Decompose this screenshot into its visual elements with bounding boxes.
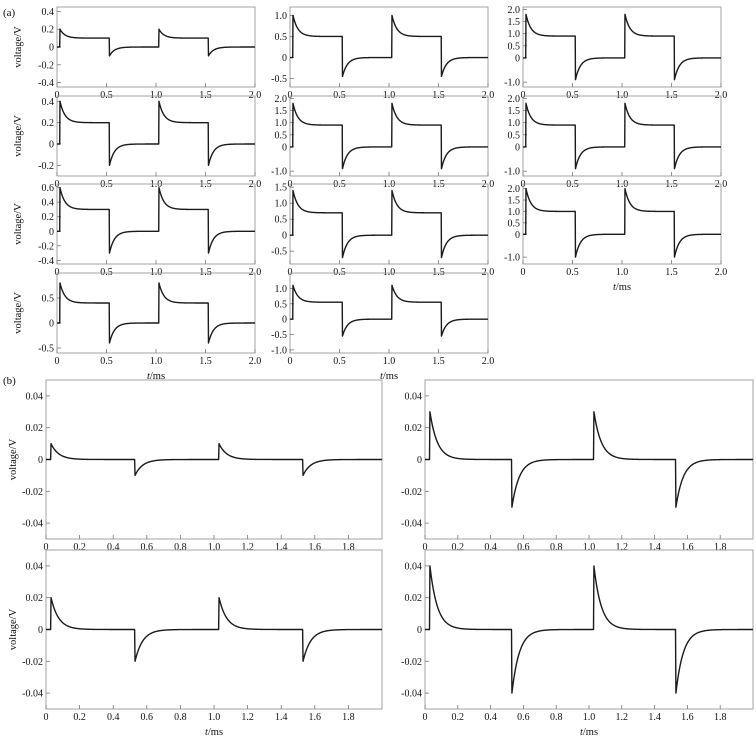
subplot-b4	[401, 550, 753, 738]
subplot-a3	[504, 5, 727, 101]
x-tick-label: 1.0	[382, 179, 396, 190]
x-tick-label: 0.8	[549, 712, 563, 723]
x-tick-label: 0.6	[517, 712, 530, 723]
x-tick-label: 0.2	[451, 542, 465, 553]
x-axis-label: t/ms	[204, 727, 224, 738]
y-tick-label: -0.4	[38, 255, 54, 267]
voltage-trace	[290, 103, 488, 168]
x-tick-label: 1.4	[648, 542, 661, 553]
voltage-trace	[57, 101, 255, 165]
y-tick-label: 0	[49, 42, 54, 54]
y-tick-label: -0.04	[22, 688, 43, 700]
y-tick-label: 1.0	[274, 10, 287, 22]
y-tick-label: 0	[38, 455, 43, 466]
subplot-b1	[8, 380, 382, 553]
y-tick-label: 0	[417, 625, 422, 636]
voltage-trace	[46, 598, 382, 662]
x-tick-label: 0	[520, 267, 526, 278]
y-tick-label: 0	[282, 314, 287, 326]
voltage-trace	[523, 14, 721, 79]
y-tick-label: 0.04	[25, 561, 43, 573]
x-tick-label: 0.2	[73, 712, 86, 723]
y-axis-label: voltage/V	[13, 26, 24, 68]
y-tick-label: -0.2	[38, 160, 54, 172]
voltage-trace	[57, 283, 255, 343]
voltage-trace	[290, 190, 488, 257]
x-tick-label: 0.5	[100, 356, 113, 367]
plot-frame	[523, 184, 721, 264]
y-tick-label: 2.0	[507, 4, 520, 16]
x-tick-label: 0.4	[484, 542, 497, 553]
y-tick-label: 2.0	[507, 93, 520, 105]
x-tick-label: 0.6	[517, 542, 530, 553]
x-tick-label: 1.8	[342, 542, 355, 553]
x-tick-label: 1.5	[432, 90, 445, 101]
x-tick-label: 1.0	[382, 356, 396, 367]
x-tick-label: 2.0	[481, 90, 495, 101]
y-tick-label: -1.0	[271, 345, 287, 357]
x-tick-label: 0	[43, 712, 49, 723]
x-tick-label: 1.6	[681, 712, 694, 723]
x-tick-label: 1.5	[665, 179, 678, 190]
x-tick-label: 0.6	[140, 712, 154, 723]
y-axis-label: voltage/V	[13, 115, 24, 157]
y-tick-label: 1.0	[507, 206, 520, 218]
x-tick-label: 1.5	[199, 267, 212, 278]
x-tick-label: 2.0	[714, 267, 728, 278]
x-tick-label: 0.8	[549, 542, 563, 553]
plot-frame	[523, 7, 721, 87]
x-tick-label: 0.2	[451, 712, 465, 723]
panel-a-label: (a)	[3, 7, 16, 19]
panel-b-label: (b)	[3, 375, 16, 387]
plot-frame	[290, 7, 488, 87]
subplot-a8	[271, 183, 494, 278]
x-tick-label: 1.6	[308, 542, 322, 553]
y-tick-label: 0.5	[41, 293, 54, 305]
plot-frame	[57, 96, 255, 176]
y-tick-label: 0.5	[274, 214, 287, 226]
y-axis-label: voltage/V	[13, 292, 24, 334]
y-tick-label: -0.2	[38, 241, 54, 253]
subplot-a5	[271, 94, 494, 190]
x-tick-label: 1.5	[432, 179, 445, 190]
y-tick-label: -0.04	[401, 688, 422, 700]
y-tick-label: -0.02	[22, 656, 43, 668]
y-axis-label: voltage/V	[8, 438, 19, 481]
x-tick-label: 0	[54, 356, 60, 367]
x-tick-label: 1.0	[615, 267, 629, 278]
y-axis-label: voltage/V	[8, 608, 19, 651]
x-tick-label: 0.5	[566, 90, 579, 101]
subplot-b3	[8, 550, 382, 738]
y-tick-label: 0.04	[25, 391, 43, 403]
y-tick-label: -1.0	[271, 166, 287, 178]
voltage-trace	[290, 15, 488, 76]
y-tick-label: -0.04	[401, 518, 422, 530]
x-tick-label: 1.0	[582, 542, 596, 553]
y-tick-label: 0.2	[41, 212, 54, 224]
y-tick-label: 1.0	[507, 118, 520, 130]
y-tick-label: 2.0	[507, 184, 520, 196]
x-tick-label: 0.5	[333, 356, 346, 367]
x-tick-label: 1.6	[308, 712, 322, 723]
x-tick-label: 1.4	[648, 712, 661, 723]
x-tick-label: 0	[54, 90, 60, 101]
x-tick-label: 1.6	[681, 542, 694, 553]
y-tick-label: 0	[515, 229, 520, 241]
x-tick-label: 1.4	[274, 542, 288, 553]
y-tick-label: 0.5	[507, 218, 520, 230]
y-tick-label: 0	[49, 226, 54, 238]
x-tick-label: 0.8	[174, 712, 187, 723]
x-tick-label: 0	[520, 179, 526, 190]
y-tick-label: -1.0	[504, 252, 520, 264]
y-tick-label: -0.02	[22, 486, 43, 498]
x-tick-label: 1.8	[713, 542, 727, 553]
x-tick-label: 0	[287, 90, 293, 101]
subplots-group	[8, 5, 753, 738]
y-tick-label: -0.02	[401, 486, 422, 498]
y-tick-label: 0.02	[25, 423, 43, 435]
plot-frame	[57, 273, 255, 353]
subplot-a4	[13, 96, 261, 190]
x-tick-label: 1.5	[432, 267, 445, 278]
y-tick-label: 0.02	[404, 423, 422, 435]
y-tick-label: 1.0	[274, 198, 287, 210]
y-tick-label: 0.5	[274, 31, 287, 43]
x-tick-label: 0.5	[100, 90, 113, 101]
subplot-a10	[13, 273, 261, 382]
y-tick-label: 0	[282, 142, 287, 154]
y-tick-label: 0.5	[507, 130, 520, 142]
x-tick-label: 1.0	[582, 712, 596, 723]
voltage-trace	[425, 566, 753, 693]
x-tick-label: 2.0	[481, 356, 495, 367]
x-tick-label: 1.0	[615, 90, 629, 101]
x-tick-label: 2.0	[481, 179, 495, 190]
x-tick-label: 2.0	[481, 267, 495, 278]
plot-frame	[523, 96, 721, 176]
y-tick-label: 0.5	[507, 41, 520, 53]
y-tick-label: 0.2	[41, 118, 54, 130]
y-tick-label: 0	[515, 53, 520, 65]
y-tick-label: 0.4	[41, 6, 54, 18]
x-tick-label: 1.8	[342, 712, 355, 723]
x-tick-label: 0.2	[73, 542, 86, 553]
y-tick-label: 0.5	[274, 299, 287, 311]
x-tick-label: 0	[54, 179, 60, 190]
x-tick-label: 0.4	[106, 712, 120, 723]
y-tick-label: -0.5	[38, 343, 54, 355]
x-tick-label: 0	[422, 712, 428, 723]
y-tick-label: 1.5	[507, 195, 520, 207]
x-tick-label: 0	[422, 542, 428, 553]
y-tick-label: 0.4	[41, 197, 54, 209]
x-tick-label: 1.5	[199, 356, 212, 367]
x-tick-label: 1.0	[149, 90, 163, 101]
x-tick-label: 1.5	[199, 90, 212, 101]
y-tick-label: -1.0	[504, 77, 520, 89]
x-tick-label: 1.0	[149, 356, 163, 367]
plot-frame	[290, 273, 488, 353]
x-tick-label: 1.8	[713, 712, 727, 723]
y-tick-label: -0.02	[401, 656, 422, 668]
x-tick-label: 2.0	[248, 356, 262, 367]
y-tick-label: -0.5	[271, 74, 287, 86]
x-tick-label: 0.5	[333, 179, 346, 190]
subplot-b2	[401, 380, 753, 553]
y-tick-label: 0.04	[404, 391, 422, 403]
y-tick-label: 1.5	[507, 106, 520, 118]
y-tick-label: 0	[282, 53, 287, 65]
y-tick-label: 0.02	[25, 593, 43, 605]
voltage-trace	[57, 188, 255, 253]
y-tick-label: 1.5	[507, 17, 520, 29]
y-tick-label: 0.6	[41, 183, 54, 195]
plot-frame	[290, 184, 488, 264]
x-tick-label: 0.5	[100, 267, 113, 278]
subplot-a11	[271, 273, 494, 382]
y-tick-label: -0.5	[271, 246, 287, 258]
plot-frame	[290, 96, 488, 176]
y-tick-label: 1.5	[274, 106, 287, 118]
x-tick-label: 0.6	[140, 542, 154, 553]
y-tick-label: -0.4	[38, 78, 54, 90]
x-tick-label: 0	[520, 90, 526, 101]
y-tick-label: 0.2	[41, 24, 54, 36]
x-tick-label: 1.5	[665, 90, 678, 101]
voltage-trace	[523, 189, 721, 258]
y-tick-label: -0.5	[271, 330, 287, 342]
voltage-trace	[290, 285, 488, 336]
voltage-trace	[425, 412, 753, 507]
x-tick-label: 1.0	[382, 267, 396, 278]
subplot-a7	[13, 183, 261, 278]
y-tick-label: 0.4	[41, 96, 54, 108]
y-tick-label: 1.0	[507, 29, 520, 41]
x-tick-label: 0.8	[174, 542, 187, 553]
x-tick-label: 0.4	[484, 712, 497, 723]
x-tick-label: 1.5	[665, 267, 678, 278]
x-tick-label: 0	[287, 267, 293, 278]
subplot-a1	[13, 7, 261, 101]
x-tick-label: 0	[287, 356, 293, 367]
y-tick-label: 0.04	[404, 561, 422, 573]
subplot-a2	[271, 7, 494, 101]
plot-frame	[57, 184, 255, 264]
y-axis-label: voltage/V	[13, 203, 24, 245]
x-axis-label: t/ms	[612, 282, 632, 293]
y-tick-label: 0.02	[404, 593, 422, 605]
x-tick-label: 1.0	[207, 542, 221, 553]
y-tick-label: 0	[49, 139, 54, 151]
x-axis-label: t/ms	[146, 371, 166, 382]
y-tick-label: 0	[282, 230, 287, 242]
x-tick-label: 1.4	[274, 712, 288, 723]
x-tick-label: 0	[287, 179, 293, 190]
x-tick-label: 0	[43, 542, 49, 553]
x-tick-label: 2.0	[248, 179, 262, 190]
x-tick-label: 1.5	[432, 356, 445, 367]
x-tick-label: 1.2	[241, 712, 254, 723]
y-tick-label: 1.0	[274, 118, 287, 130]
x-axis-label: t/ms	[379, 371, 399, 382]
x-tick-label: 2.0	[248, 90, 262, 101]
x-tick-label: 2.0	[714, 90, 728, 101]
voltage-trace	[57, 29, 255, 56]
y-tick-label: 0	[417, 455, 422, 466]
x-tick-label: 1.0	[382, 90, 396, 101]
voltage-trace	[523, 103, 721, 168]
y-tick-label: 1.5	[274, 182, 287, 194]
x-tick-label: 1.0	[207, 712, 221, 723]
x-tick-label: 0.5	[100, 179, 113, 190]
y-tick-label: 0	[38, 625, 43, 636]
x-tick-label: 1.0	[149, 267, 163, 278]
y-tick-label: 0	[49, 318, 54, 330]
x-tick-label: 0.5	[333, 90, 346, 101]
subplot-a6	[504, 94, 727, 190]
x-tick-label: 1.2	[615, 542, 629, 553]
x-axis-label: t/ms	[579, 727, 599, 738]
voltage-trace	[46, 444, 382, 476]
x-tick-label: 0.4	[106, 542, 120, 553]
x-tick-label: 1.0	[615, 179, 629, 190]
y-tick-label: -1.0	[504, 166, 520, 178]
subplot-a9	[504, 184, 727, 293]
x-tick-label: 2.0	[714, 179, 728, 190]
y-tick-label: 0.5	[274, 130, 287, 142]
x-tick-label: 1.0	[149, 179, 163, 190]
x-tick-label: 2.0	[248, 267, 262, 278]
y-tick-label: -0.2	[38, 60, 54, 72]
x-tick-label: 0.5	[333, 267, 346, 278]
y-tick-label: 2.0	[274, 93, 287, 105]
y-tick-label: -0.04	[22, 518, 43, 530]
x-tick-label: 1.2	[615, 712, 629, 723]
x-tick-label: 0.5	[566, 179, 579, 190]
x-tick-label: 0.5	[566, 267, 579, 278]
x-tick-label: 0	[54, 267, 60, 278]
y-tick-label: 0	[515, 142, 520, 154]
y-tick-label: 1.0	[274, 283, 287, 295]
x-tick-label: 1.5	[199, 179, 212, 190]
x-tick-label: 1.2	[241, 542, 254, 553]
